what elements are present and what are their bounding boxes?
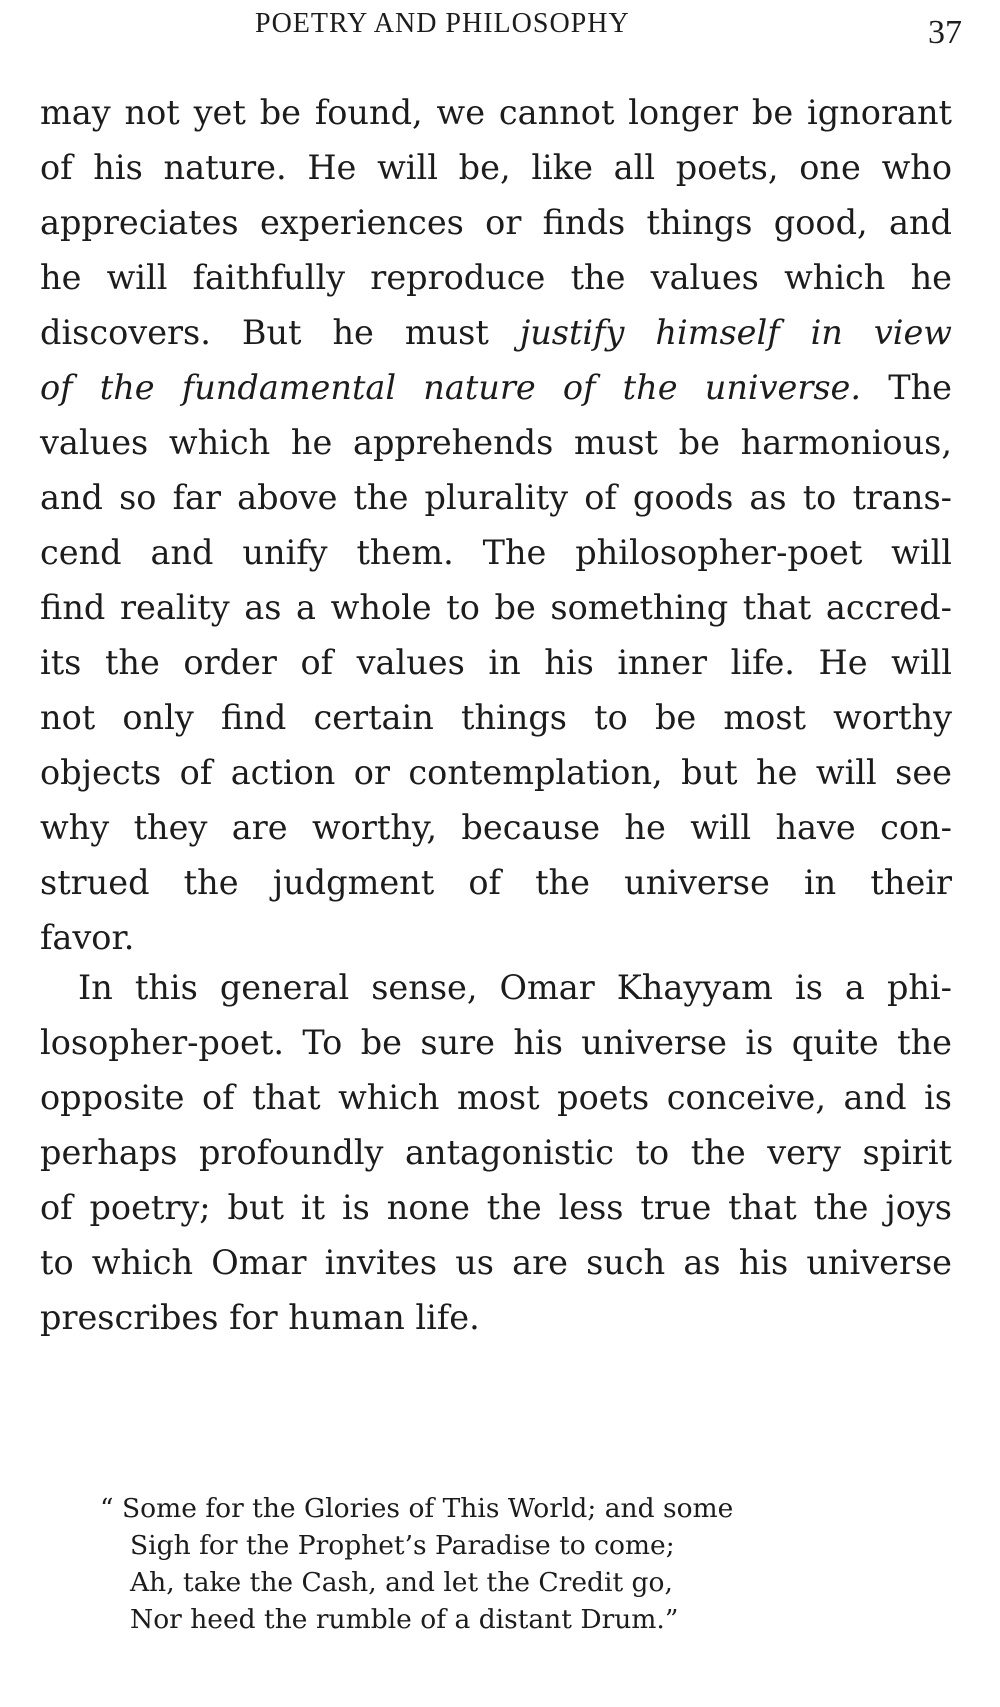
text-line: strued the judgment of the universe in their	[40, 863, 952, 902]
text-line: prescribes for human life.	[40, 1298, 480, 1337]
text-line: he will faithfully reproduce the values which he	[40, 258, 952, 297]
text-line: appreciates experiences or finds things good, and	[40, 203, 952, 242]
page-number: 37	[928, 14, 962, 51]
text-line: In this general sense, Omar Khayyam is a phi-	[78, 968, 952, 1007]
verse-quotation	[100, 1490, 733, 1638]
text-line: favor.	[40, 918, 135, 957]
verse-line: Sigh for the Prophet’s Paradise to come;	[130, 1530, 675, 1561]
text-line: opposite of that which most poets conceive, and is	[40, 1078, 952, 1117]
text-segment: The	[888, 368, 952, 407]
text-line: its the order of values in his inner life. He will	[40, 643, 952, 682]
text-line: find reality as a whole to be something that accred-	[40, 588, 952, 627]
verse-line: “ Some for the Glories of This World; and some	[100, 1493, 734, 1524]
text-line: values which he apprehends must be harmonious,	[40, 423, 952, 462]
italic-phrase: of the fundamental nature of the universe.	[40, 368, 862, 407]
text-line: not only find certain things to be most worthy	[40, 698, 952, 737]
text-line: perhaps profoundly antagonistic to the very spirit	[40, 1133, 952, 1172]
text-line: of his nature. He will be, like all poets, one who	[40, 148, 952, 187]
text-line: cend and unify them. The philosopher-poet will	[40, 533, 952, 572]
verse-line: Ah, take the Cash, and let the Credit go,	[130, 1567, 673, 1598]
text-line: of poetry; but it is none the less true that the joys	[40, 1188, 952, 1227]
running-head: POETRY AND PHILOSOPHY	[255, 8, 630, 39]
paragraph-2	[40, 960, 952, 1345]
text-line: why they are worthy, because he will have con-	[40, 808, 952, 847]
text-line-mixed	[40, 360, 952, 415]
text-line: may not yet be found, we cannot longer be ignorant	[40, 93, 952, 132]
text-line: objects of action or contemplation, but he will see	[40, 753, 952, 792]
text-line: losopher-poet. To be sure his universe is quite the	[40, 1023, 952, 1062]
italic-phrase: justify himself in view	[519, 313, 952, 352]
text-line: to which Omar invites us are such as his universe	[40, 1243, 952, 1282]
paragraph-1	[40, 85, 952, 965]
verse-line: Nor heed the rumble of a distant Drum.”	[130, 1604, 679, 1635]
text-line: and so far above the plurality of goods as to trans-	[40, 478, 952, 517]
text-segment: discovers. But he must	[40, 313, 520, 352]
text-line-mixed	[40, 305, 952, 360]
